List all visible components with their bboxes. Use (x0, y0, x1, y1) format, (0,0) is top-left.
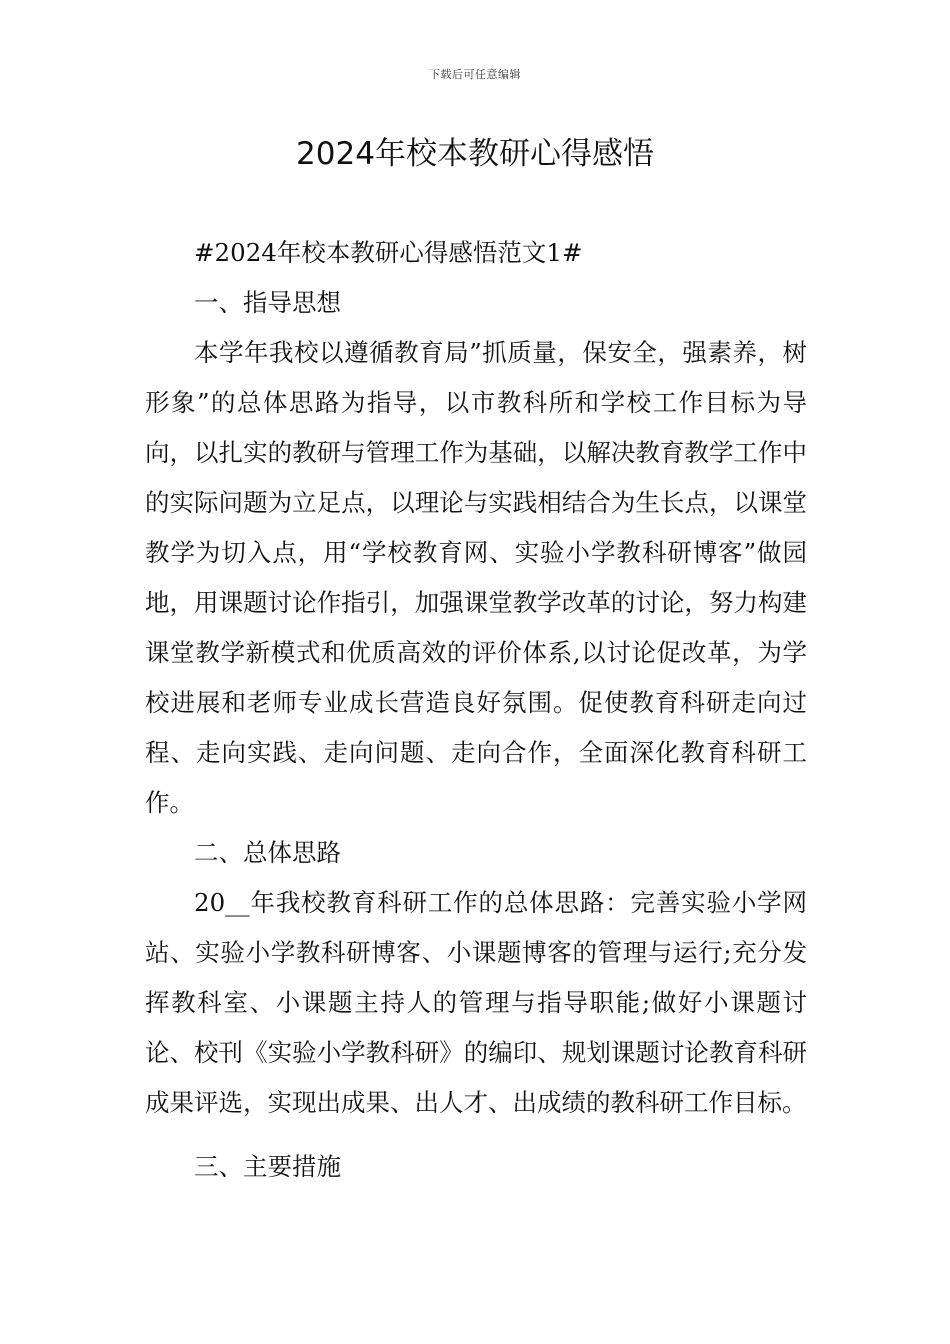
document-body (145, 228, 807, 1192)
paragraph-guiding-thought: 本学年我校以遵循教育局”抓质量，保安全，强素养，树形象”的总体思路为指导，以市教科所和学校工作目标为导向，以扎实的教研与管理工作为基础，以解决教育教学工作中的实际问题为立足点，以理论与实践相结合为生长点，以课堂教学为切入点，用“学校教育网、实验小学教科研博客”做园地，用课题讨论作指引，加强课堂教学改革的讨论，努力构建课堂教学新模式和优质高效的评价体系,以讨论促改革，为学校进展和老师专业成长营造良好氛围。促使教育科研走向过程、走向实践、走向问题、走向合作，全面深化教育科研工作。 (145, 338, 807, 817)
section-heading-guiding-thought: 一、指导思想 (194, 288, 341, 317)
paragraph-overall-idea: 20__年我校教育科研工作的总体思路：完善实验小学网站、实验小学教科研博客、小课题博客的管理与运行;充分发挥教科室、小课题主持人的管理与指导职能;做好小课题讨论、校刊《实验小学教科研》的编印、规划课题讨论教育科研成果评选，实现出成果、出人才、出成绩的教科研工作目标。 (145, 888, 807, 1117)
document-title: 2024年校本教研心得感悟 (296, 136, 654, 172)
header-note: 下载后可任意编辑 (429, 68, 521, 81)
section-heading-main-measures: 三、主要措施 (194, 1152, 341, 1181)
subtitle-heading: #2024年校本教研心得感悟范文1# (194, 238, 583, 267)
section-heading-overall-idea: 二、总体思路 (194, 838, 341, 867)
